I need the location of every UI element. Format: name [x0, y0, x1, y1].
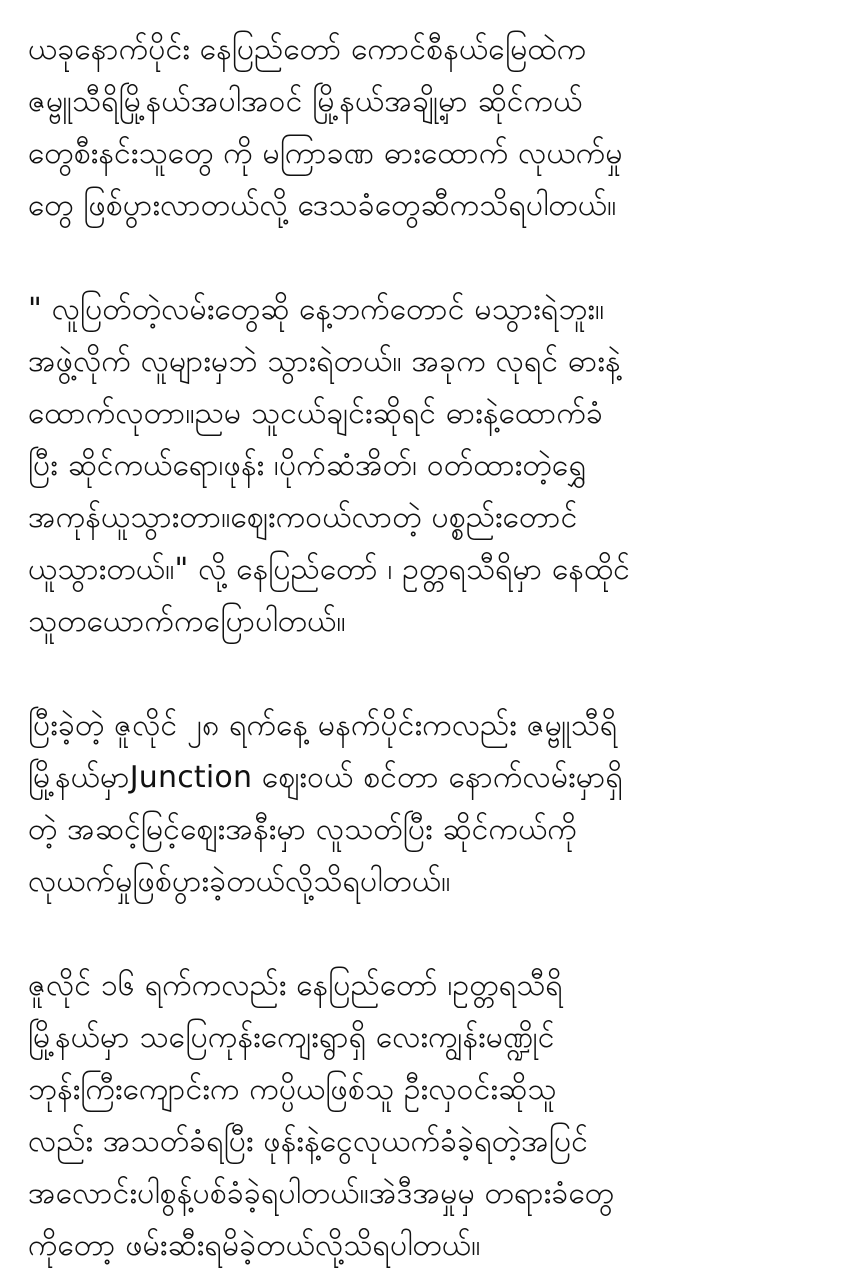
text-line: ကိုတော့ ဖမ်းဆီးရမိခဲ့တယ်လို့သိရပါတယ်။ — [28, 1228, 481, 1263]
text-line: မြို့နယ်မှာ သပြေကုန်းကျေးရွာရှိ လေးကျွန်းမဏ္ဍိုင် — [28, 1020, 555, 1055]
text-line: အလောင်းပါစွန့်ပစ်ခံခဲ့ရပါတယ်။အဲဒီအမှုမှ တရားခံတွေ — [28, 1176, 615, 1211]
paragraph-3 — [28, 700, 848, 908]
text-line: လုယက်မှုဖြစ်ပွားခဲ့တယ်လို့သိရပါတယ်။ — [28, 864, 451, 899]
text-line: ဇမ္ဗူသီရိမြို့နယ်အပါအဝင် မြို့နယ်အချို့မှာ ဆိုင်ကယ် — [28, 84, 583, 119]
text-line: ယခုနောက်ပိုင်း နေပြည်တော် ကောင်စီနယ်မြေထဲက — [28, 32, 587, 67]
paragraph-1 — [28, 24, 848, 232]
text-line: မြို့နယ်မှာJunction ဈေးဝယ် စင်တာ နောက်လမ်းမှာရှိ — [28, 760, 623, 795]
text-line: ပြီး ဆိုင်ကယ်ရော၊ဖုန်း ၊ပိုက်ဆံအိတ်၊ ဝတ်ထားတဲ့ရွှေ — [28, 448, 587, 483]
text-line: ပြီးခဲ့တဲ့ ဇူလိုင် ၂၈ ရက်နေ့ မနက်ပိုင်းကလည်း ဇမ္ဗူသီရိ — [28, 708, 618, 743]
article-body — [28, 24, 848, 1272]
text-line: အဖွဲ့လိုက် လူများမှဘဲ သွားရဲတယ်။ အခုက လုရင် ဓားနဲ့ — [28, 344, 621, 379]
text-line: ဇူလိုင် ၁၆ ရက်ကလည်း နေပြည်တော် ၊ဥတ္တရသီရိ — [28, 968, 563, 1003]
text-line: " လူပြတ်တဲ့လမ်းတွေဆို နေ့ဘက်တောင် မသွားရဲဘူး။ — [28, 292, 605, 327]
paragraph-gap — [28, 648, 848, 700]
text-line: ထောက်လုတာ။ညမ သူငယ်ချင်းဆိုရင် ဓားနဲ့ထောက်ခံ — [28, 396, 604, 431]
paragraph-4 — [28, 960, 848, 1272]
text-line: တွေ ဖြစ်ပွားလာတယ်လို့ ဒေသခံတွေဆီကသိရပါတယ်။ — [28, 188, 617, 223]
paragraph-gap — [28, 908, 848, 960]
text-line: လည်း အသတ်ခံရပြီး ဖုန်းနဲ့ငွေလုယက်ခံခဲ့ရတဲ့အပြင် — [28, 1124, 589, 1159]
text-line: အကုန်ယူသွားတာ။ဈေးကဝယ်လာတဲ့ ပစ္စည်းတောင် — [28, 500, 578, 535]
text-line: တဲ့ အဆင့်မြင့်ဈေးအနီးမှာ လူသတ်ပြီး ဆိုင်ကယ်ကို — [28, 812, 577, 847]
paragraph-gap — [28, 232, 848, 284]
text-line: သူတယောက်ကပြောပါတယ်။ — [28, 604, 346, 639]
paragraph-2 — [28, 284, 848, 648]
text-line: ဘုန်းကြီးကျောင်းက ကပ္ပိယဖြစ်သူ ဦးလှဝင်းဆိုသူ — [28, 1072, 557, 1107]
text-line: တွေစီးနင်းသူတွေ ကို မကြာခဏ ဓားထောက် လုယက်မှု — [28, 136, 623, 171]
text-line: ယူသွားတယ်။" လို့ နေပြည်တော် ၊ ဥတ္တရသီရိမှာ နေထိုင် — [28, 552, 631, 587]
